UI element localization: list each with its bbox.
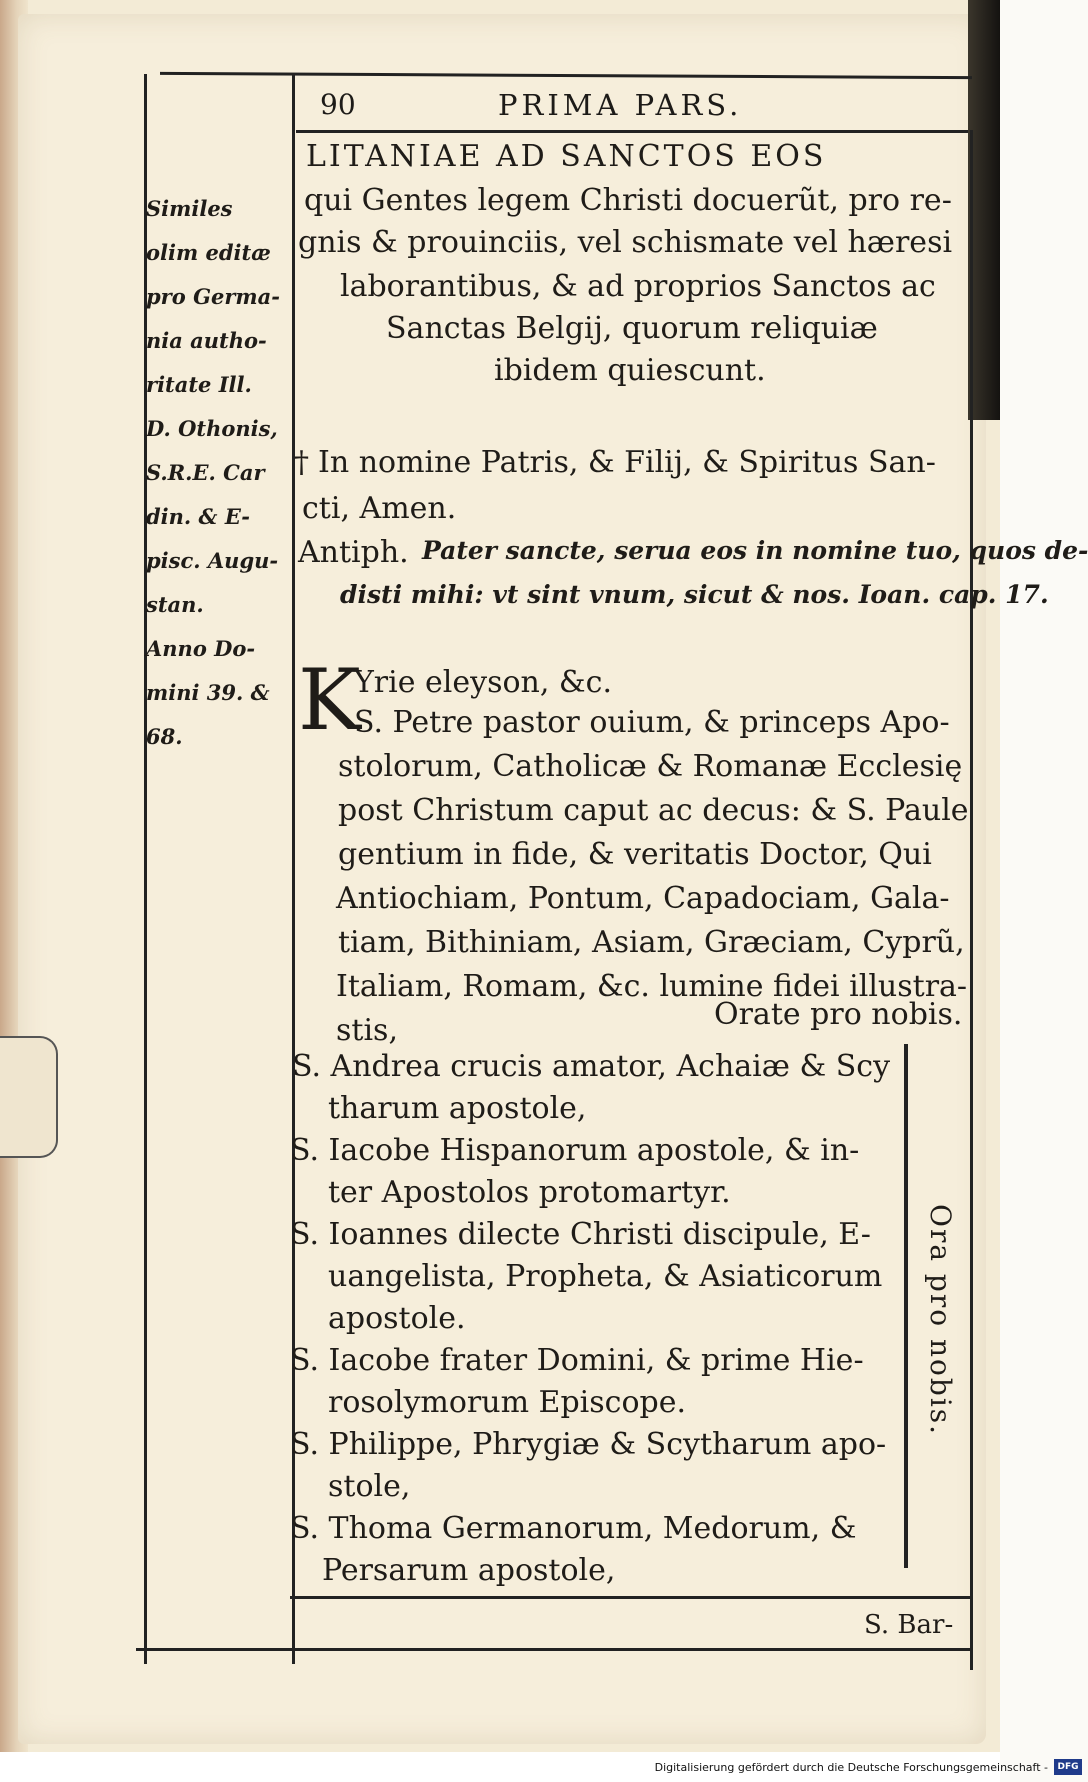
saint-line-13: Persarum apostole, xyxy=(322,1553,616,1588)
saint-line-9: rosolymorum Episcope. xyxy=(328,1385,687,1420)
saint-line-11: stole, xyxy=(328,1469,411,1504)
invocation-line-1: In nomine Patris, & Filij, & Spiritus San- xyxy=(318,445,936,480)
petrus-line-4: gentium in fide, & veritatis Doctor, Qui xyxy=(338,837,932,872)
bottom-rule-1 xyxy=(290,1596,970,1599)
bottom-rule-2 xyxy=(136,1648,970,1651)
petrus-line-3: post Christum caput ac decus: & S. Paule xyxy=(338,793,969,828)
petrus-line-2: stolorum, Catholicæ & Romanæ Ecclesię xyxy=(338,749,963,784)
petrus-line-7: Italiam, Romam, &c. lumine fidei illustra- xyxy=(336,969,968,1004)
antiphon-line-1: Pater sancte, serua eos in nomine tuo, quos de- xyxy=(422,536,1088,565)
saint-line-6: uangelista, Propheta, & Asiaticorum xyxy=(328,1259,883,1294)
saint-line-5: S. Ioannes dilecte Christi discipule, E- xyxy=(290,1217,871,1252)
refrain-brace xyxy=(904,1044,908,1568)
ora-pro-nobis-refrain: Ora pro nobis. xyxy=(924,1204,957,1437)
margin-note-line-10: stan. xyxy=(146,592,204,617)
margin-note-line-9: pisc. Augu- xyxy=(146,548,279,573)
title-line-4: laborantibus, & ad proprios Sanctos ac xyxy=(340,269,936,304)
page-number: 90 xyxy=(320,88,356,121)
antiphon-line-2: disti mihi: vt sint vnum, sicut & nos. Ioan. cap. 17. xyxy=(340,580,1049,609)
margin-note-line-13: 68. xyxy=(146,724,183,749)
cross-symbol: † xyxy=(294,445,309,480)
title-line-5: Sanctas Belgij, quorum reliquiæ xyxy=(386,311,878,346)
petrus-line-8: stis, xyxy=(336,1013,398,1048)
header-rule xyxy=(296,130,968,133)
margin-note-line-3: pro Germa- xyxy=(146,284,280,309)
title-line-2: qui Gentes legem Christi docuerũt, pro re- xyxy=(304,183,952,218)
margin-column-right-rule xyxy=(292,74,295,1664)
petrus-line-6: tiam, Bithiniam, Asiam, Græciam, Cyprũ, xyxy=(338,925,965,960)
catchword: S. Bar- xyxy=(864,1610,954,1640)
running-title: PRIMA PARS. xyxy=(498,88,743,122)
margin-note-line-2: olim editæ xyxy=(146,240,271,265)
saint-line-8: S. Iacobe frater Domini, & prime Hie- xyxy=(290,1343,864,1378)
kyrie-line: Yrie eleyson, &c. xyxy=(354,665,612,700)
saint-line-12: S. Thoma Germanorum, Medorum, & xyxy=(290,1511,857,1546)
margin-note-line-1: Similes xyxy=(146,196,233,221)
orate-pro-nobis: Orate pro nobis. xyxy=(714,997,963,1032)
margin-note-line-8: din. & E- xyxy=(146,504,250,529)
margin-note-line-7: S.R.E. Car xyxy=(146,460,265,485)
right-frame-rule xyxy=(970,130,973,1670)
saint-line-1: S. Andrea crucis amator, Achaiæ & Scy xyxy=(292,1049,891,1084)
saint-line-4: ter Apostolos protomartyr. xyxy=(328,1175,731,1210)
page-tab-marker xyxy=(0,1036,58,1158)
title-line-6: ibidem quiescunt. xyxy=(494,353,766,388)
margin-note-line-5: ritate Ill. xyxy=(146,372,252,397)
title-line-3: gnis & prouinciis, vel schismate vel hæresi xyxy=(298,225,953,260)
antiphon-label: Antiph. xyxy=(298,535,409,570)
saint-line-10: S. Philippe, Phrygiæ & Scytharum apo- xyxy=(290,1427,887,1462)
dfg-logo-icon: DFG xyxy=(1054,1759,1082,1775)
invocation-line-2: cti, Amen. xyxy=(302,491,457,526)
petrus-line-5: Antiochiam, Pontum, Capadociam, Gala- xyxy=(336,881,950,916)
saint-line-3: S. Iacobe Hispanorum apostole, & in- xyxy=(290,1133,860,1168)
petrus-line-1: S. Petre pastor ouium, & princeps Apo- xyxy=(354,705,950,740)
margin-column-left-rule xyxy=(144,74,147,1664)
saint-line-7: apostole. xyxy=(328,1301,466,1336)
saint-line-2: tharum apostole, xyxy=(328,1091,587,1126)
margin-note-line-12: mini 39. & xyxy=(146,680,270,705)
footer-credit: Digitalisierung gefördert durch die Deutsche Forschungsgemeinschaft - xyxy=(654,1761,1048,1774)
margin-note-line-4: nia autho- xyxy=(146,328,267,353)
margin-note-line-6: D. Othonis, xyxy=(146,416,278,441)
dropcap-initial: K xyxy=(298,651,361,749)
title-line-1: LITANIAE AD SANCTOS EOS xyxy=(306,139,827,174)
margin-note-line-11: Anno Do- xyxy=(146,636,256,661)
